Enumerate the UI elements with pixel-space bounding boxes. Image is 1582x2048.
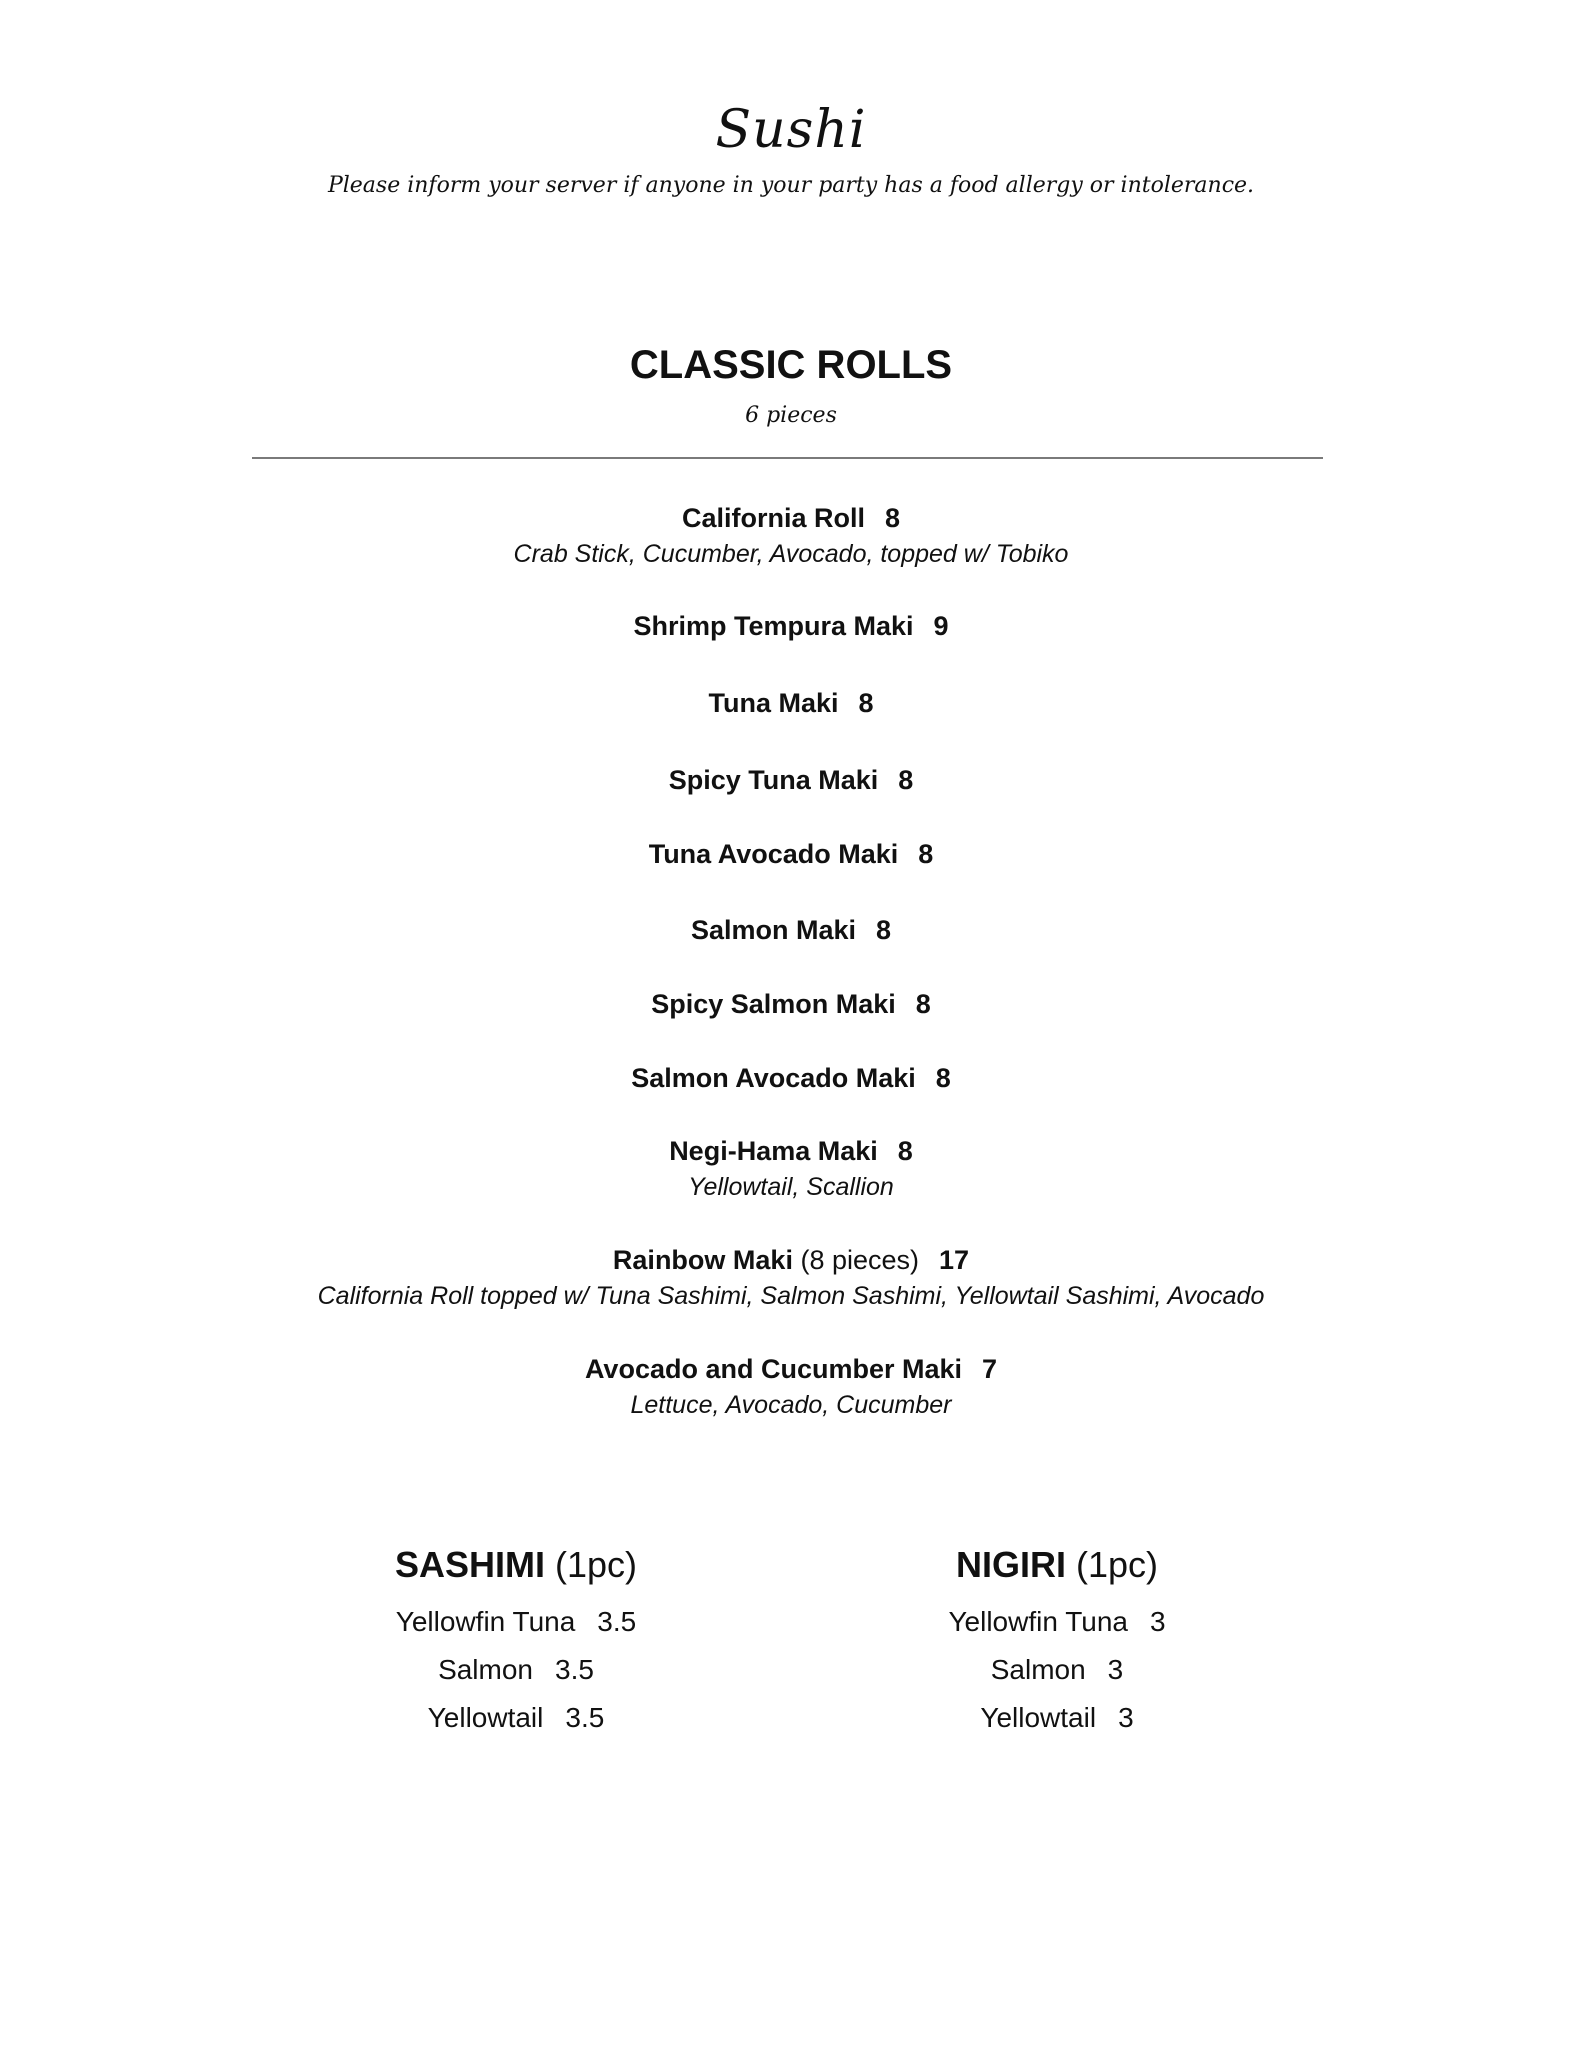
item-price: 8: [918, 839, 934, 869]
menu-item-rainbow-maki: [0, 1242, 1582, 1314]
item-price: 8: [876, 915, 892, 945]
menu-item-tuna-avocado-maki: [0, 836, 1582, 872]
item-name: Salmon: [990, 1654, 1086, 1685]
sashimi-item: [236, 1598, 796, 1646]
item-name: Spicy Tuna Maki: [668, 765, 879, 795]
item-price: 3: [1149, 1606, 1166, 1637]
menu-item-salmon-maki: [0, 912, 1582, 948]
menu-item-avocado-cucumber-maki: [0, 1351, 1582, 1423]
sashimi-item: [236, 1646, 796, 1694]
item-description: Lettuce, Avocado, Cucumber: [630, 1391, 952, 1419]
section-subtitle-classic-rolls: 6 pieces: [745, 403, 837, 428]
item-price: 3: [1107, 1654, 1124, 1685]
section-title-classic-rolls: CLASSIC ROLLS: [629, 343, 953, 387]
item-name: Negi-Hama Maki: [669, 1136, 878, 1166]
sashimi-qualifier: (1pc): [555, 1544, 638, 1585]
item-name: Avocado and Cucumber Maki: [584, 1354, 963, 1384]
item-name: Spicy Salmon Maki: [651, 989, 896, 1019]
item-name: Yellowfin Tuna: [395, 1606, 576, 1637]
nigiri-item: [777, 1598, 1337, 1646]
item-name: Yellowfin Tuna: [948, 1606, 1128, 1637]
page-title: Sushi: [715, 100, 867, 160]
sashimi-title: SASHIMI: [394, 1544, 545, 1585]
menu-item-negi-hama-maki: [0, 1133, 1582, 1205]
item-name: Shrimp Tempura Maki: [633, 611, 914, 641]
nigiri-title: NIGIRI: [955, 1544, 1066, 1585]
nigiri-qualifier: (1pc): [1076, 1544, 1159, 1585]
item-name: Yellowtail: [427, 1702, 544, 1733]
item-name: Salmon Maki: [690, 915, 856, 945]
menu-item-spicy-tuna-maki: [0, 762, 1582, 798]
item-description: Crab Stick, Cucumber, Avocado, topped w/ Tobiko: [513, 540, 1069, 568]
item-name: Salmon Avocado Maki: [631, 1063, 916, 1093]
item-price: 8: [897, 1136, 913, 1166]
menu-item-tuna-maki: [0, 685, 1582, 721]
item-price: 3.5: [565, 1702, 605, 1733]
item-name: Rainbow Maki: [612, 1245, 793, 1275]
section-title-sashimi: [236, 1540, 796, 1590]
menu-item-spicy-salmon-maki: [0, 986, 1582, 1022]
item-description: California Roll topped w/ Tuna Sashimi, Salmon Sashimi, Yellowtail Sashimi, Avocado: [317, 1282, 1265, 1310]
item-price: 8: [915, 989, 931, 1019]
item-name: Salmon: [438, 1654, 533, 1685]
item-price: 8: [858, 688, 874, 718]
item-name: California Roll: [681, 503, 865, 533]
item-price: 3.5: [555, 1654, 594, 1685]
item-price: 8: [935, 1063, 951, 1093]
sashimi-item: [236, 1694, 796, 1742]
nigiri-section: [777, 1540, 1337, 1742]
item-name: Tuna Avocado Maki: [648, 839, 899, 869]
item-price: 8: [884, 503, 901, 533]
nigiri-item: [777, 1646, 1337, 1694]
item-note: (8 pieces): [800, 1245, 920, 1275]
item-price: 3.5: [597, 1606, 637, 1637]
item-price: 9: [933, 611, 949, 641]
item-price: 3: [1118, 1702, 1134, 1733]
item-price: 8: [898, 765, 914, 795]
item-price: 17: [939, 1245, 970, 1275]
item-name: Tuna Maki: [708, 688, 839, 718]
nigiri-item: [777, 1694, 1337, 1742]
sashimi-section: [236, 1540, 796, 1742]
menu-item-salmon-avocado-maki: [0, 1060, 1582, 1096]
menu-item-shrimp-tempura-maki: [0, 608, 1582, 644]
item-name: Yellowtail: [980, 1702, 1097, 1733]
allergy-note: Please inform your server if anyone in your party has a food allergy or intolerance.: [327, 173, 1255, 198]
section-divider: [252, 457, 1323, 459]
item-description: Yellowtail, Scallion: [688, 1173, 894, 1201]
menu-item-california-roll: [0, 500, 1582, 572]
section-title-nigiri: [777, 1540, 1337, 1590]
item-price: 7: [982, 1354, 998, 1384]
